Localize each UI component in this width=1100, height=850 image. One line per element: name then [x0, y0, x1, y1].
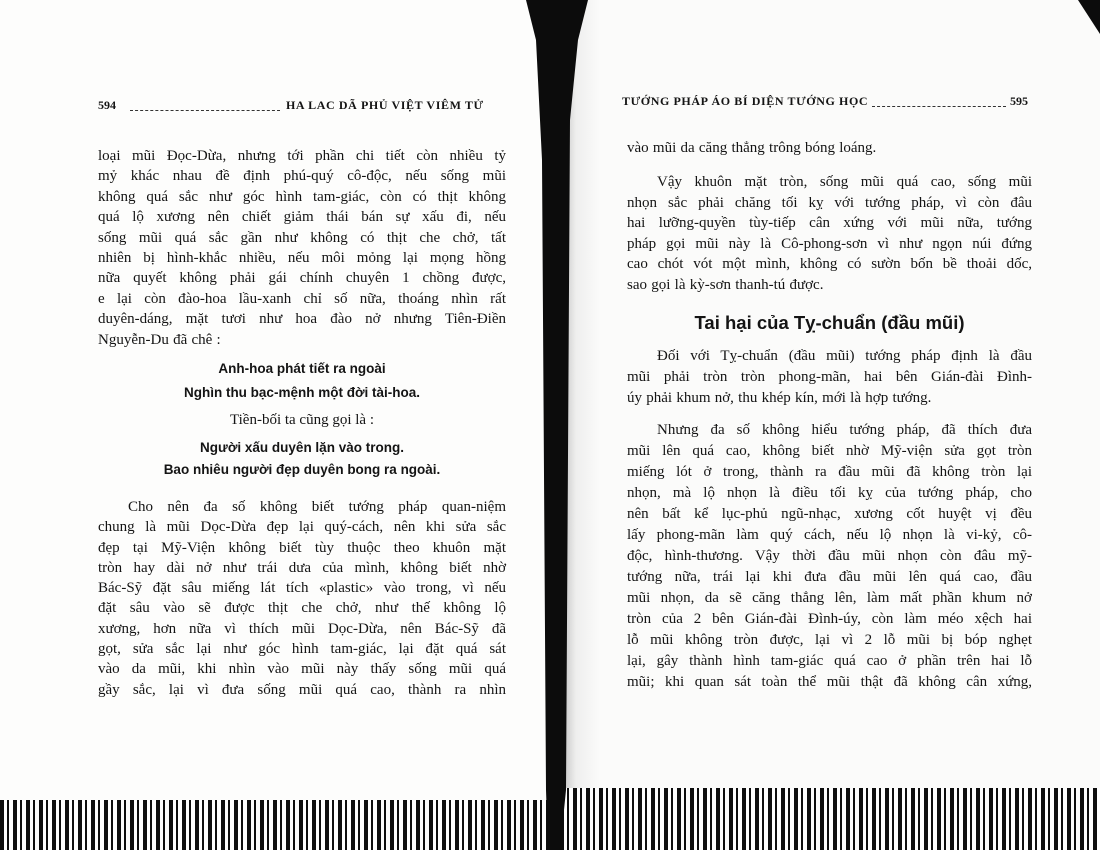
text-line: tròn của 2 bên Gián-đài Đình-úy, còn làm méo xệch hai — [627, 611, 1032, 627]
paragraph-3 — [627, 346, 1032, 409]
text-line: mũi lên quá cao, không biết nhờ Mỹ-viện sửa gọt tròn — [627, 443, 1032, 459]
text-line: xương, hơn nữa vì thích mũi Dọc-Dừa, nên Bác-Sỹ đã — [98, 620, 506, 637]
running-head: HA LAC DÃ PHỦ VIỆT VIÊM TỬ — [286, 98, 484, 112]
text-line: nhọn sắc phải chăng tối kỵ với tướng pháp, vì còn đâu — [627, 194, 1032, 211]
text-line: mũi nhọn, da sẽ căng thẳng lên, làm mất phần khum nở — [627, 590, 1032, 606]
text-line: nhọn, mà lộ nhọn là điều tối kỵ của tướng pháp, cho — [627, 485, 1032, 501]
text-line: vào da mũi, khi nhìn vào mũi này thấy sống mũi quá — [98, 661, 506, 678]
page-number: 594 — [98, 98, 116, 112]
text-line: gầy sắc, lại vì đưa sống mũi quá cao, thành ra nhìn — [98, 681, 506, 698]
text-line: đặt sâu vào sẽ được thịt che chở, như thế không lộ — [98, 600, 506, 617]
text-line: mỷ khác nhau đề định phú-quý cô-độc, nếu sống mũi — [98, 168, 506, 185]
paragraph-2 — [98, 497, 506, 700]
text-line: Đối với Tỵ-chuẩn (đầu mũi) tướng pháp định là đầu — [657, 348, 1032, 364]
text-line: sống mũi quá sắc gần như không có thịt che chở, tất — [98, 229, 506, 246]
text-line: lấy phong-mãn làm quý cách, nếu lộ nhọn là vi-kỷ, cô- — [627, 527, 1032, 543]
text-line: Nguyễn-Du đã chê : — [98, 331, 221, 348]
running-head: TƯỚNG PHÁP ÁO BÍ DIỆN TƯỚNG HỌC — [622, 94, 869, 108]
text-line: mũi phải tròn tròn phong-mãn, hai bên Gián-đài Đình- — [627, 369, 1032, 385]
paragraph-2 — [627, 172, 1032, 296]
verse-1 — [98, 357, 506, 405]
text-line: tướng nữa, trái lại khi đưa đầu mũi lên quá cao, đầu — [627, 569, 1032, 585]
text-line: nên bất kể lục-phủ ngũ-nhạc, xương cốt huyệt vị đều — [627, 506, 1032, 522]
text-line: cao chót vót một mình, không có sườn bốn bề thoải dốc, — [627, 256, 1032, 273]
text-line: vào mũi da căng thẳng trông bóng loáng. — [627, 140, 877, 156]
text-line: Vậy khuôn mặt tròn, sống mũi quá cao, sống mũi — [657, 174, 1032, 190]
text-line: hai lưỡng-quyền tùy-tiếp cân xứng với mũi nữa, tướng — [627, 215, 1032, 232]
text-line: loại mũi Đọc-Dừa, nhưng tới phần chi tiết còn nhiều tỷ — [98, 148, 506, 164]
paragraph-4 — [627, 420, 1032, 693]
text-line: sao gọi là kỳ-sơn thanh-tú được. — [627, 276, 824, 293]
text-line: duyên-dáng, mặt tươi như hoa đào nở nhưng Tiên-Điền — [98, 311, 506, 328]
header-leader — [872, 106, 1006, 107]
verse-line: Người xấu duyên lặn vào trong. — [200, 440, 404, 455]
page-number: 595 — [1010, 94, 1028, 108]
header-leader — [130, 110, 280, 111]
paragraph-1 — [98, 146, 506, 350]
verse-2 — [98, 437, 506, 481]
scan-stripes-left — [0, 800, 548, 850]
verse-intro: Tiền-bối ta cũng gọi là : — [229, 412, 375, 428]
text-line: úy phải khum nở, thu khép kín, mới là hợp tướng. — [627, 390, 932, 406]
text-line: quá lộ xương nên chiết giảm thái bán sự xấu đi, nếu — [98, 209, 506, 226]
text-line: chung là mũi Dọc-Dừa đẹp lại quý-cách, nên khi sửa sắc — [98, 519, 506, 536]
scan-stripes-right — [560, 788, 1100, 850]
right-page — [560, 0, 1100, 850]
verse-line: Nghìn thu bạc-mệnh một đời tài-hoa. — [183, 385, 421, 400]
text-line: nữa quyết không phải gái chính chuyên 1 chồng được, — [98, 270, 506, 287]
verse-line: Anh-hoa phát tiết ra ngoài — [218, 361, 386, 376]
text-line: đẹp tại Mỹ-Viện không biết tùy thuộc theo khuôn mặt — [98, 539, 506, 556]
text-line: lỗ mũi không tròn được, lại vì 2 lỗ mũi bị bóp nghẹt — [627, 632, 1032, 648]
text-line: gọt, sửa sắc lại như góc hình tam-giác, lại đặt quá sát — [98, 641, 506, 658]
text-line: Cho nên đa số không biết tướng pháp quan-niệm — [128, 499, 506, 515]
text-line: pháp gọi mũi này là Cô-phong-sơn vì như ngọn núi đứng — [627, 235, 1032, 252]
text-line: mũi; khi quan sát toàn thể mũi thật đã không cân xứng, — [627, 674, 1032, 690]
section-heading: Tai hại của Tỵ-chuẩn (đầu mũi) — [694, 312, 965, 333]
text-line: nhiên bị hình-khắc nhiều, nếu môi mỏng lại mọng hồng — [98, 250, 506, 267]
left-page — [0, 0, 548, 850]
text-line: độc, hình-thương. Vậy thời đầu mũi nhọn còn đâu mỹ- — [627, 548, 1032, 564]
text-line: Nhưng đa số không hiểu tướng pháp, đã thích đưa — [657, 422, 1032, 438]
text-line: lại, gây thành hình tam-giác quá cao ở phần trên hai lỗ — [627, 653, 1032, 669]
verse-line: Bao nhiêu người đẹp duyên bong ra ngoài. — [163, 462, 441, 477]
text-line: tròn hay dài nở như trái dưa của mình, không biết nhờ — [98, 559, 506, 576]
text-line: e lại còn đào-hoa lầu-xanh chỉ số nữa, thoáng nhìn rất — [98, 290, 506, 307]
binding-shadow — [560, 0, 600, 790]
text-line: không quá sắc như góc hình tam-giác, còn có thịt không — [98, 188, 506, 205]
text-line: Bác-Sỹ đặt sâu miếng lát tích «plastic» vào trong, vì nếu — [98, 580, 506, 597]
text-line: miếng lót ở trong, thành ra đầu mũi đã không tròn lại — [627, 464, 1032, 480]
paragraph-1 — [627, 138, 1032, 158]
